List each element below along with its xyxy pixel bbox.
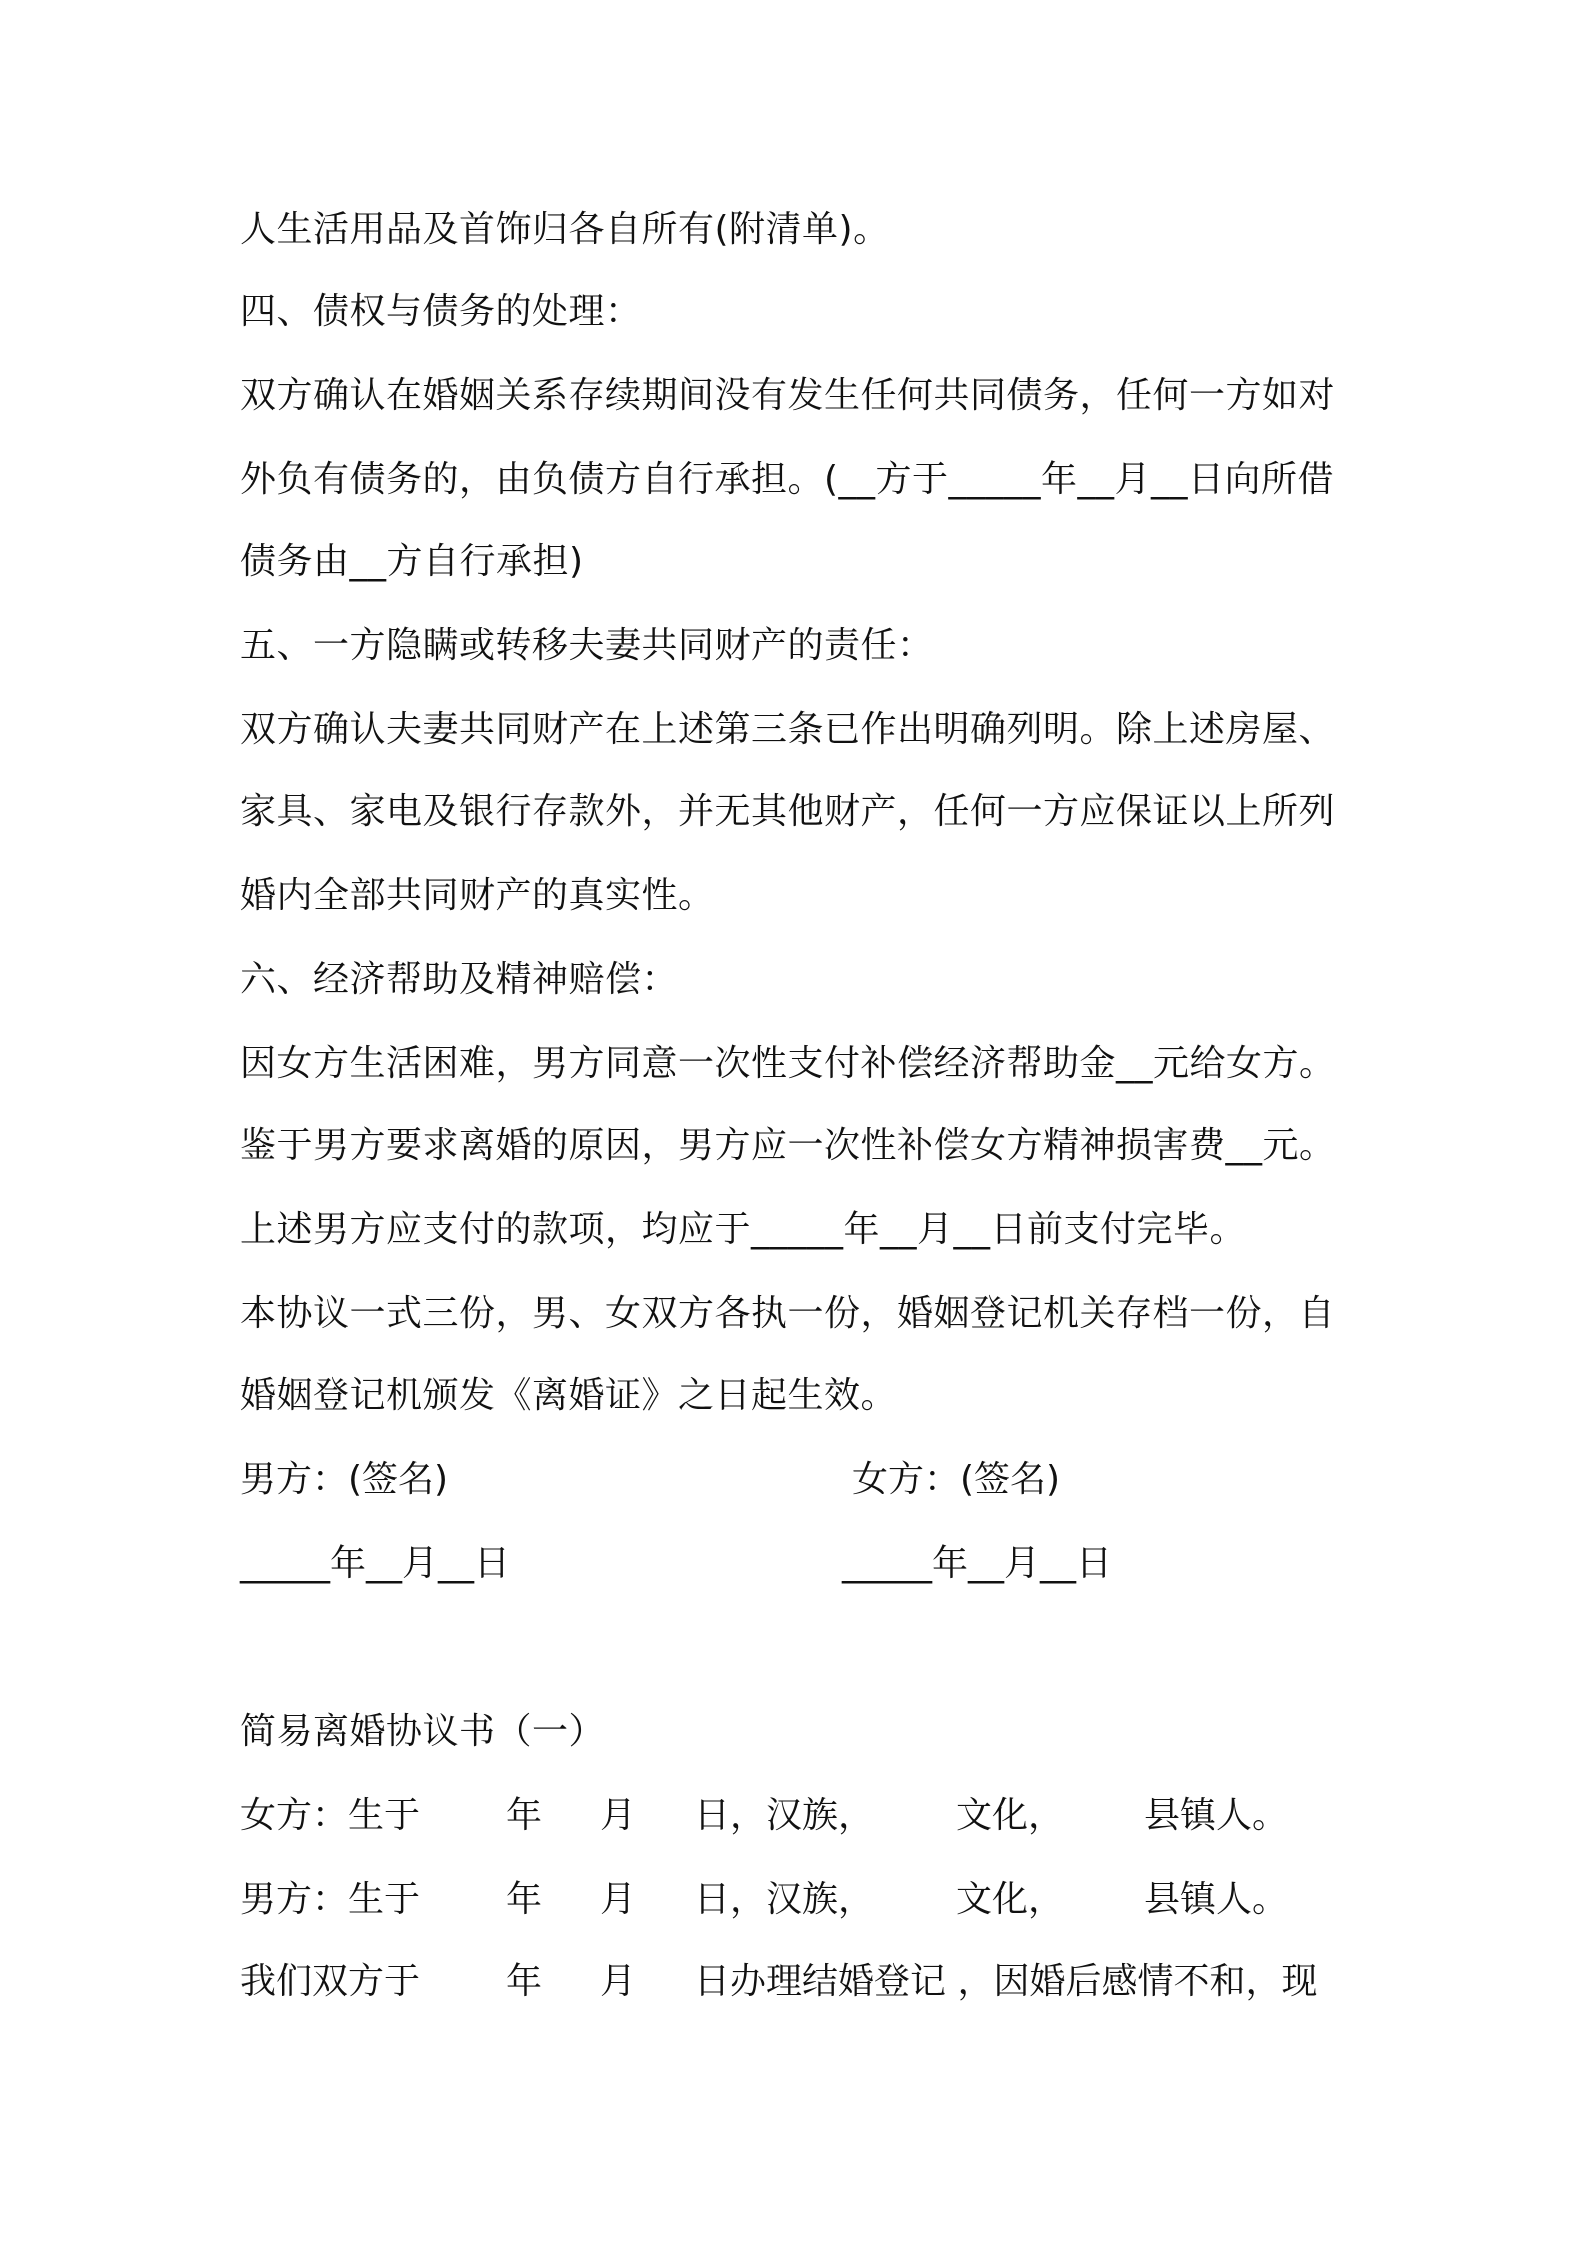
text-line-13: 上述男方应支付的款项，均应于_____年__月__日前支付完毕。	[240, 1209, 1247, 1250]
female-education-label: 文化，	[956, 1795, 1065, 1836]
text-line-7: 双方确认夫妻共同财产在上述第三条已作出明确列明。除上述房屋、	[240, 709, 1336, 750]
text-line-8: 家具、家电及银行存款外，并无其他财产，任何一方应保证以上所列	[240, 791, 1336, 832]
male-signature-date: _____年__月__日	[240, 1543, 511, 1584]
text-line-12: 鉴于男方要求离婚的原因，男方应一次性补偿女方精神损害费__元。	[240, 1125, 1336, 1166]
agreement-title: 简易离婚协议书（一）	[240, 1711, 606, 1752]
marriage-month-label: 月	[600, 1961, 637, 2002]
male-county-label: 县镇人。	[1144, 1879, 1289, 1920]
female-info-row	[240, 1794, 1360, 1838]
text-line-15: 婚姻登记机颁发《离婚证》之日起生效。	[240, 1375, 898, 1416]
female-county-label: 县镇人。	[1144, 1795, 1289, 1836]
male-born-label: 男方：生于	[240, 1879, 421, 1920]
female-year-label: 年	[506, 1795, 543, 1836]
section-heading-debts: 四、债权与债务的处理：	[240, 291, 642, 332]
section-heading-compensation: 六、经济帮助及精神赔偿：	[240, 959, 679, 1000]
text-line-3: 双方确认在婚姻关系存续期间没有发生任何共同债务，任何一方如对	[240, 375, 1336, 416]
section-heading-concealment: 五、一方隐瞒或转移夫妻共同财产的责任：	[240, 625, 934, 666]
text-line-14: 本协议一式三份，男、女双方各执一份，婚姻登记机关存档一份，自	[240, 1293, 1336, 1334]
text-line-9: 婚内全部共同财产的真实性。	[240, 875, 715, 916]
female-signature-date: _____年__月__日	[842, 1543, 1113, 1584]
marriage-year-label: 年	[506, 1961, 543, 2002]
marriage-intro-label: 我们双方于	[240, 1961, 421, 2002]
marriage-info-row	[240, 1960, 1360, 2004]
female-day-ethnicity: 日，汉族，	[694, 1795, 875, 1836]
text-line-5: 债务由__方自行承担)	[240, 541, 584, 582]
male-signature-label: 男方：(签名)	[240, 1459, 449, 1500]
male-day-ethnicity: 日，汉族，	[694, 1879, 875, 1920]
marriage-registration-text: 日办理结婚登记 ，因婚后感情不和，现	[694, 1961, 1318, 2002]
male-education-label: 文化，	[956, 1879, 1065, 1920]
female-born-label: 女方：生于	[240, 1795, 421, 1836]
signature-labels-row	[240, 1458, 1360, 1502]
female-signature-label: 女方：(签名)	[852, 1459, 1061, 1500]
male-info-row	[240, 1878, 1360, 1922]
text-line-4: 外负有债务的，由负债方自行承担。(__方于_____年__月__日向所借	[240, 459, 1335, 500]
male-year-label: 年	[506, 1879, 543, 1920]
text-line-1: 人生活用品及首饰归各自所有(附清单)。	[240, 209, 890, 250]
text-line-11: 因女方生活困难，男方同意一次性支付补偿经济帮助金__元给女方。	[240, 1043, 1336, 1084]
signature-dates-row	[240, 1542, 1360, 1586]
female-month-label: 月	[600, 1795, 637, 1836]
male-month-label: 月	[600, 1879, 637, 1920]
